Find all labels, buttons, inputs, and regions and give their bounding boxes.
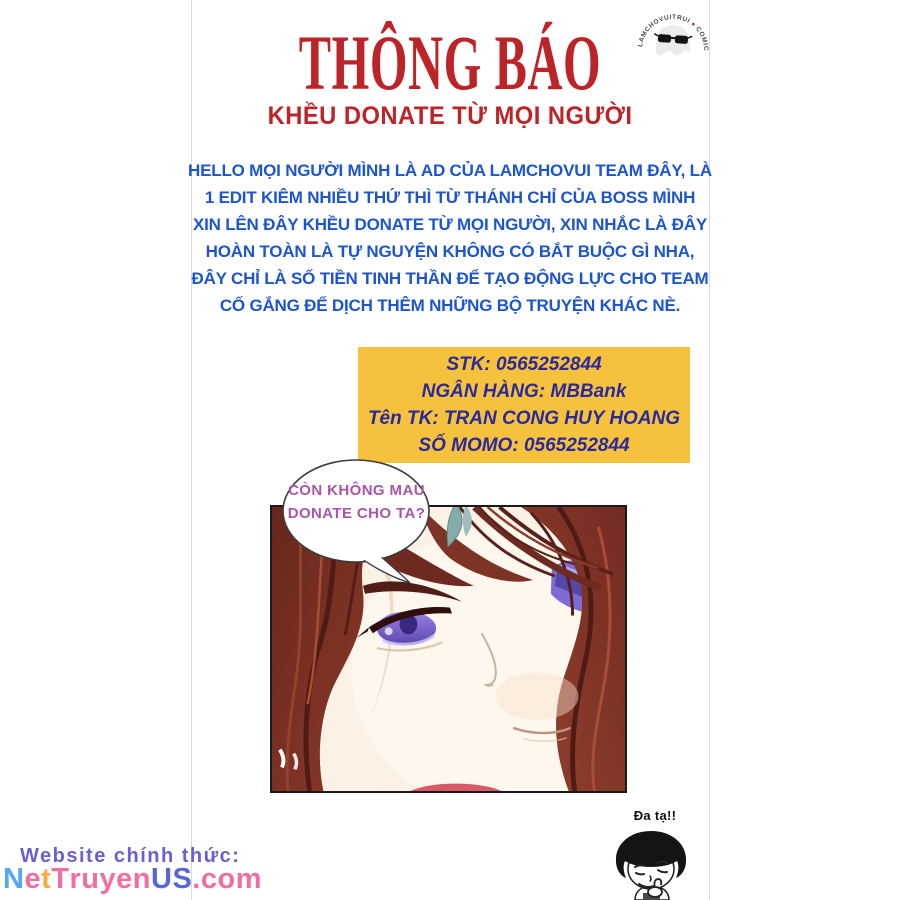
meme-mascot-icon [605, 826, 697, 900]
site-letter: c [200, 863, 218, 895]
bank-account-number: STK: 0565252844 [446, 354, 602, 375]
site-letter: n [132, 863, 151, 895]
site-letter: u [81, 863, 100, 895]
site-letter: N [3, 863, 25, 895]
site-letter: t [41, 863, 52, 895]
announcement-line: HELLO MỌI NGƯỜI MÌNH LÀ AD CỦA LAMCHOVUI TEAM ĐÂY, LÀ [188, 161, 712, 180]
announcement-line: 1 EDIT KIÊM NHIỀU THỨ THÌ TỪ THÁNH CHỈ CỦA BOSS MÌNH [204, 188, 696, 207]
page-edge-right [709, 0, 710, 900]
watermark-site-name [3, 863, 262, 896]
page-edge-left [191, 0, 192, 900]
announcement-text [150, 157, 750, 319]
bubble-line: CÒN KHÔNG MAU [288, 482, 425, 499]
site-letter: y [99, 863, 117, 895]
page-title: THÔNG BÁO [298, 19, 602, 106]
watermark-label: Website chính thức: [20, 845, 241, 867]
page-subtitle: KHỀU DONATE TỪ MỌI NGƯỜI [267, 102, 633, 130]
site-letter: U [151, 863, 173, 895]
thanks-text: Đa tạ!! [633, 808, 677, 823]
donation-info-box [358, 347, 690, 463]
logo-arc-text: LAMCHOVUITRUI● COMIC [637, 13, 710, 52]
account-holder-name: Tên TK: TRAN CONG HUY HOANG [367, 408, 681, 429]
bank-name: NGÂN HÀNG: MBBank [421, 381, 627, 402]
site-letter: S [172, 863, 193, 895]
site-letter: T [51, 863, 70, 895]
site-letter: m [235, 863, 263, 895]
bubble-line: DONATE CHO TA? [287, 505, 426, 522]
site-letter: e [116, 863, 133, 895]
site-letter: o [217, 863, 236, 895]
announcement-line: ĐÂY CHỈ LÀ SỐ TIỀN TINH THẦN ĐỂ TẠO ĐỘNG LỰC CHO TEAM [191, 269, 709, 288]
site-letter: r [69, 863, 82, 895]
momo-number: SỐ MOMO: 0565252844 [418, 435, 630, 456]
announcement-line: HOÀN TOÀN LÀ TỰ NGUYỆN KHÔNG CÓ BẮT BUỘC GÌ NHA, [205, 242, 695, 261]
cheek-blush [495, 673, 578, 720]
site-letter: e [24, 863, 42, 895]
speech-bubble-text [284, 479, 429, 525]
announcement-line: CỐ GẮNG ĐỂ DỊCH THÊM NHỮNG BỘ TRUYỆN KHÁC NÈ. [219, 296, 681, 315]
announcement-line: XIN LÊN ĐÂY KHỀU DONATE TỪ MỌI NGƯỜI, XIN NHẮC LÀ ĐÂY [192, 215, 708, 234]
site-letter: . [192, 863, 201, 895]
